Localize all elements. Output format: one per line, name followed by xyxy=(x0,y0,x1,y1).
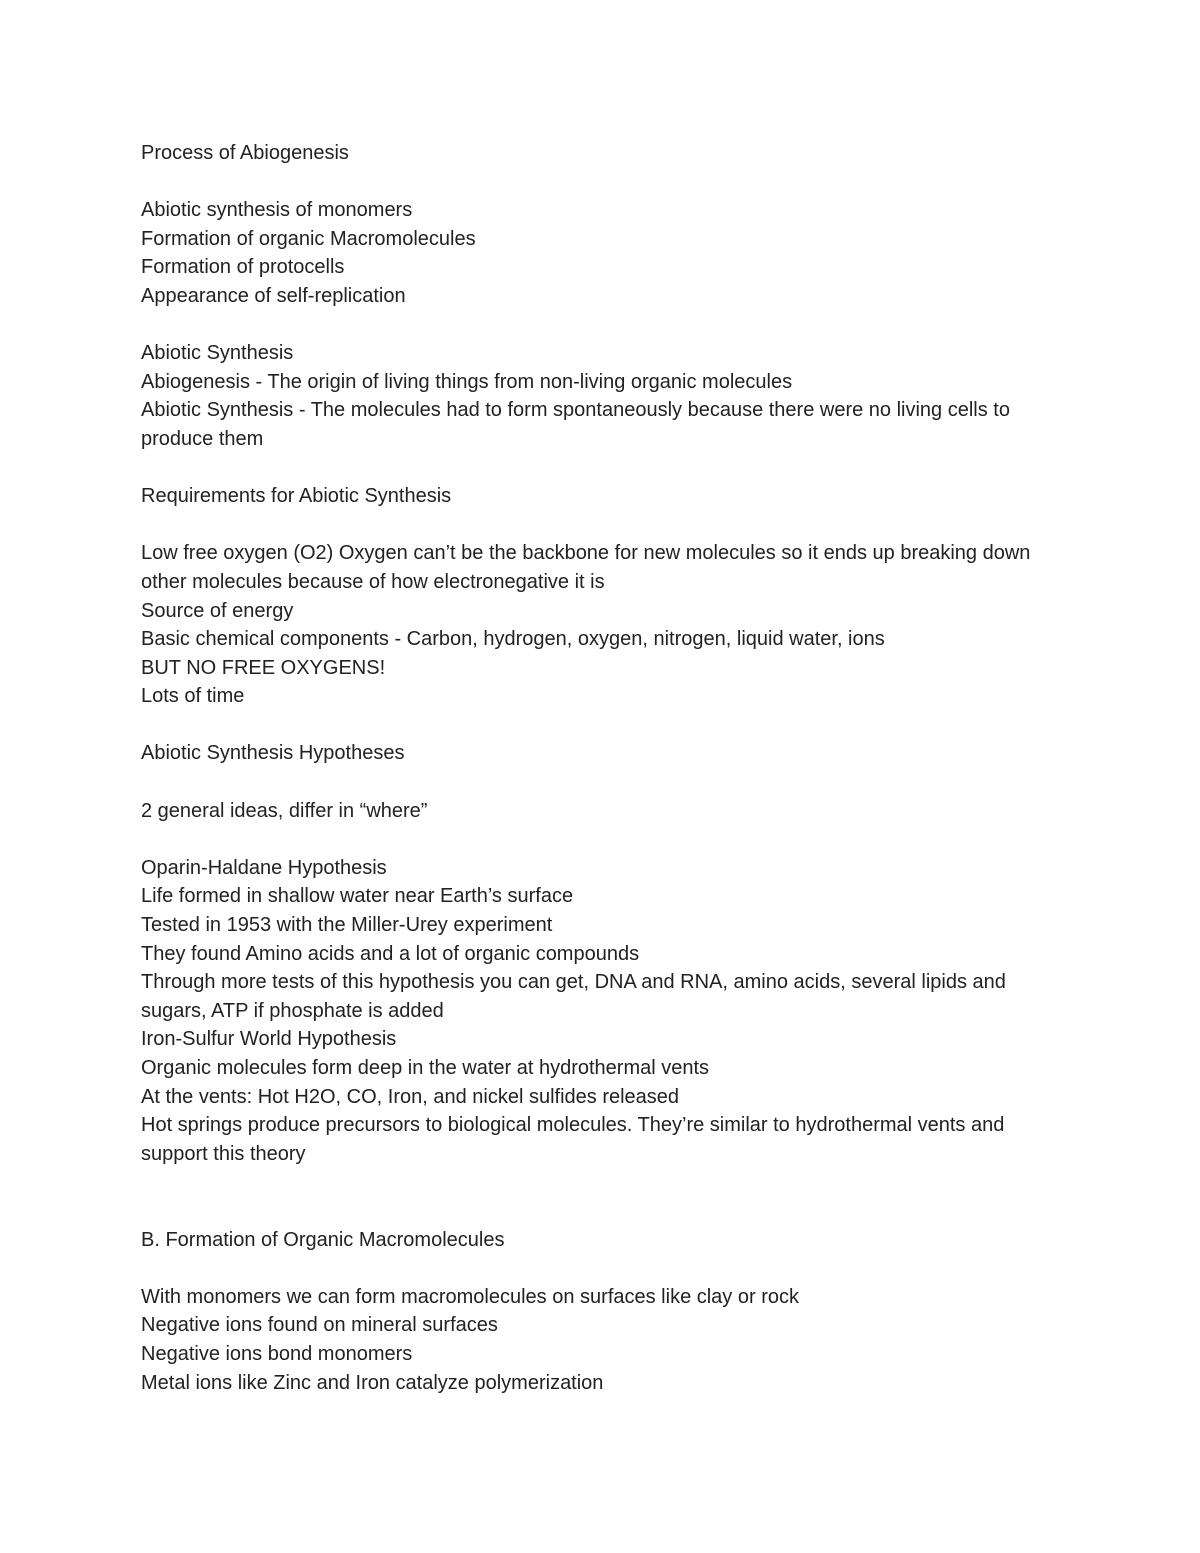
section-heading-hypotheses: Abiotic Synthesis Hypotheses xyxy=(141,742,405,765)
step-item: Abiotic synthesis of monomers xyxy=(141,199,413,222)
text-line: Basic chemical components - Carbon, hydrogen, oxygen, nitrogen, liquid water, ions xyxy=(141,628,885,651)
spacer xyxy=(141,711,1071,740)
text-line: Low free oxygen (O2) Oxygen can’t be the backbone for new molecules so it ends up breaking down other molecules because of how electronegative it is xyxy=(141,542,1031,593)
step-item: Formation of protocells xyxy=(141,256,345,279)
text-line: BUT NO FREE OXYGENS! xyxy=(141,656,386,679)
text-line: Negative ions found on mineral surfaces xyxy=(141,1314,498,1337)
text-line: Oparin-Haldane Hypothesis xyxy=(141,856,387,879)
text-line: Hot springs produce precursors to biological molecules. They’re similar to hydrothermal vents and support this theory xyxy=(141,1114,1005,1165)
text-line: Through more tests of this hypothesis you can get, DNA and RNA, amino acids, several lipids and sugars, ATP if phosphate is added xyxy=(141,971,1006,1022)
section-heading-macromolecules: B. Formation of Organic Macromolecules xyxy=(141,1228,505,1251)
text-line: Iron-Sulfur World Hypothesis xyxy=(141,1028,397,1051)
text-line: They found Amino acids and a lot of organic compounds xyxy=(141,942,640,965)
text-line: 2 general ideas, differ in “where” xyxy=(141,799,428,822)
section-heading-abiotic-synthesis: Abiotic Synthesis xyxy=(141,342,294,365)
text-line: With monomers we can form macromolecules on surfaces like clay or rock xyxy=(141,1285,799,1308)
text-line: Negative ions bond monomers xyxy=(141,1342,413,1365)
spacer xyxy=(141,825,1071,854)
text-line: Source of energy xyxy=(141,599,294,622)
text-line: Metal ions like Zinc and Iron catalyze polymerization xyxy=(141,1371,604,1394)
step-item: Appearance of self-replication xyxy=(141,284,406,307)
text-line: Abiogenesis - The origin of living things from non-living organic molecules xyxy=(141,370,793,393)
document-body xyxy=(141,139,1071,1397)
document-title: Process of Abiogenesis xyxy=(141,142,349,164)
spacer xyxy=(141,511,1071,540)
text-line: Abiotic Synthesis - The molecules had to form spontaneously because there were no living cells to produce them xyxy=(141,399,1010,450)
spacer xyxy=(141,454,1071,483)
section-heading-requirements: Requirements for Abiotic Synthesis xyxy=(141,485,452,508)
text-line: Tested in 1953 with the Miller-Urey experiment xyxy=(141,914,553,937)
text-line: Organic molecules form deep in the water at hydrothermal vents xyxy=(141,1057,710,1079)
spacer xyxy=(141,168,1071,197)
step-item: Formation of organic Macromolecules xyxy=(141,227,476,250)
text-line: At the vents: Hot H2O, CO, Iron, and nickel sulfides released xyxy=(141,1085,680,1108)
spacer xyxy=(141,768,1071,797)
spacer xyxy=(141,311,1071,340)
text-line: Lots of time xyxy=(141,685,245,708)
text-line: Life formed in shallow water near Earth’s surface xyxy=(141,885,574,908)
spacer xyxy=(141,1254,1071,1283)
spacer xyxy=(141,1168,1071,1225)
